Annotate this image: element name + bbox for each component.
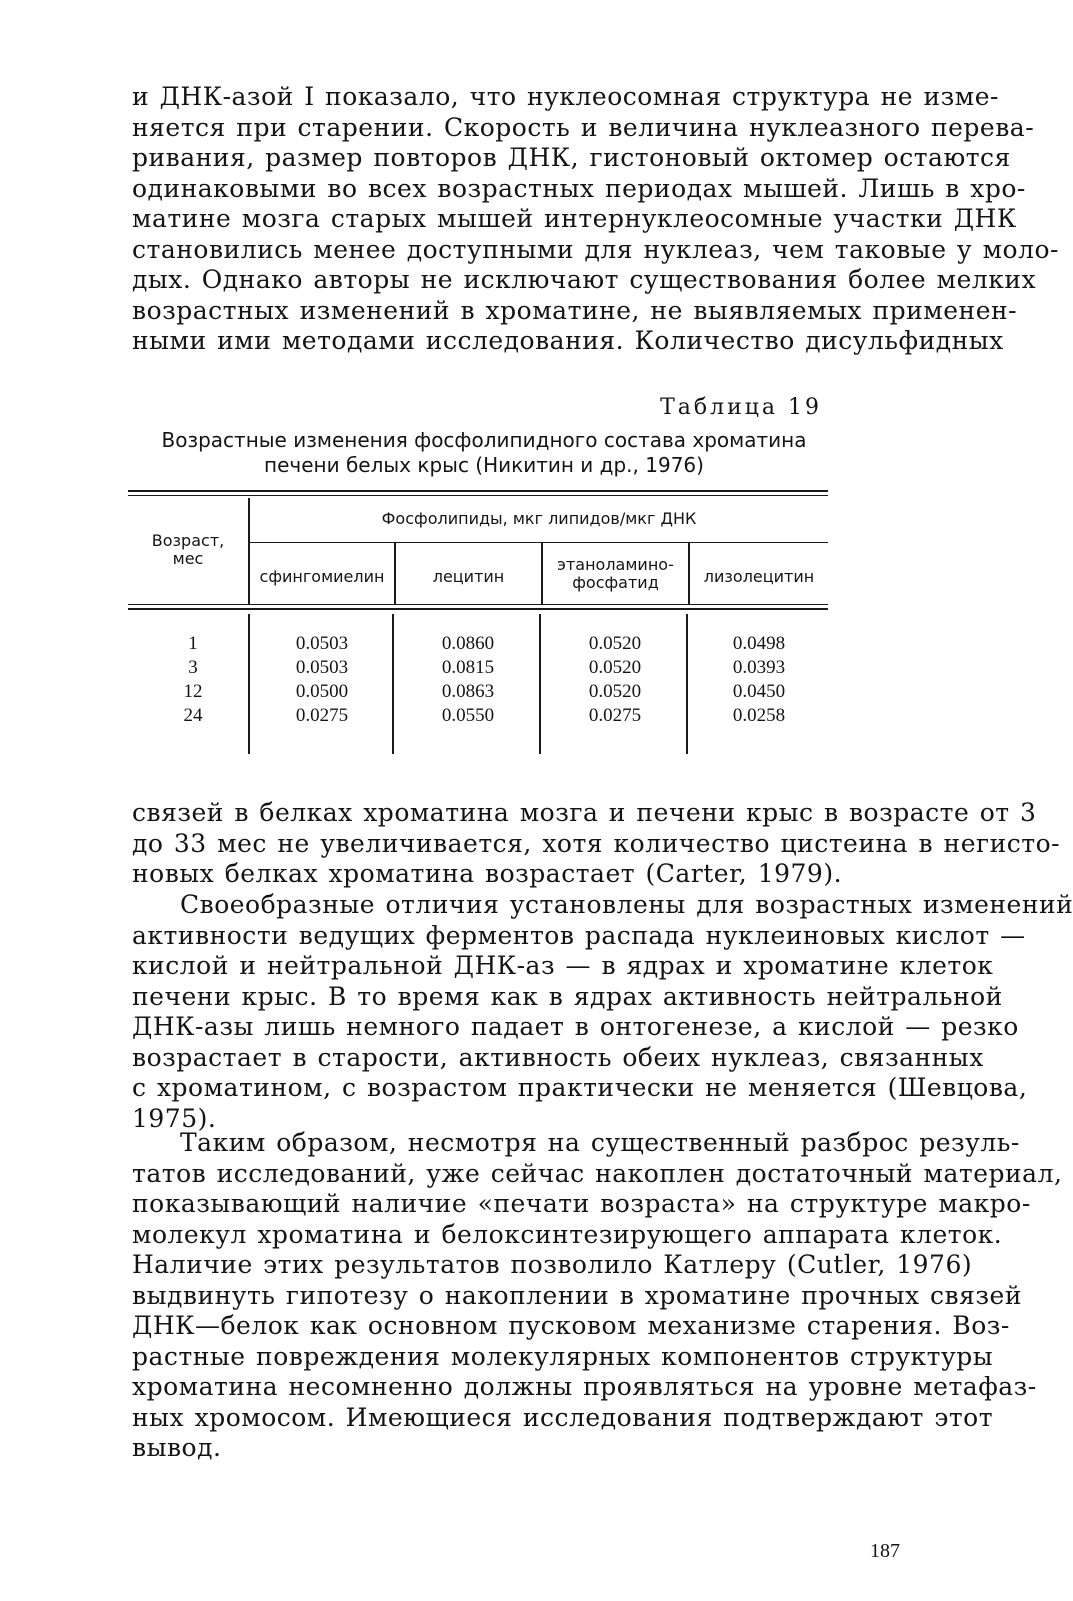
age-header-line: Возраст,: [151, 531, 225, 550]
paragraph-4: [132, 1128, 1063, 1464]
column-header: лизолецитин: [703, 567, 815, 586]
text-line: няется при старении. Скорость и величина нуклеазного перева-: [132, 112, 1035, 142]
top-paragraph: [132, 82, 1059, 357]
table-top-rule: [128, 490, 828, 492]
table-caption-line: Возрастные изменения фосфолипидного состава хроматина: [161, 428, 807, 452]
table-label: Таблица 19: [660, 395, 822, 420]
text-line: возрастает в старости, активность обеих нуклеаз, связанных: [132, 1042, 984, 1072]
header-bottom-rule-thick: [128, 608, 828, 610]
header-bottom-rule: [128, 604, 828, 605]
value-cell: 0.0500: [295, 681, 349, 702]
value-cell: 0.0863: [441, 681, 495, 702]
column-header-line: этаноламино-: [557, 555, 674, 574]
value-cell: 0.0520: [588, 657, 642, 678]
value-cell: 0.0503: [295, 633, 349, 654]
text-line: связей в белках хроматина мозга и печени крыс в возрасте от 3: [132, 798, 1037, 827]
value-cell: 0.0520: [588, 633, 642, 654]
text-line: одинаковыми во всех возрастных периодах мышей. Лишь в хро-: [132, 173, 1026, 203]
text-line: матине мозга старых мышей интернуклеосомные участки ДНК: [132, 204, 1017, 233]
text-line: ными ими методами исследования. Количество дисульфидных: [132, 326, 1004, 355]
phospholipid-table: [128, 490, 828, 755]
value-cell: 0.0393: [732, 657, 786, 678]
value-cell: 0.0450: [732, 681, 786, 702]
column-header: лецитин: [432, 567, 505, 586]
column-header-line: фосфатид: [572, 573, 659, 592]
group-header-rule: [248, 542, 828, 543]
text-line: Своеобразные отличия установлены для возрастных изменений: [180, 890, 1073, 919]
body-vline: [248, 614, 250, 754]
text-line: активности ведущих ферментов распада нуклеиновых кислот —: [132, 920, 1026, 950]
age-header: [128, 532, 248, 568]
text-line: молекул хроматина и белоксинтезирующего аппарата клеток.: [132, 1219, 1003, 1249]
text-line: ДНК—белок как основном пусковом механизме старения. Воз-: [132, 1311, 1010, 1340]
age-cell: 12: [183, 681, 203, 702]
table-caption-line: печени белых крыс (Никитин и др., 1976): [264, 453, 704, 477]
age-cell: 24: [183, 705, 203, 726]
text-line: становились менее доступными для нуклеаз, чем таковые у моло-: [132, 234, 1059, 264]
age-cell: 1: [188, 633, 198, 654]
page-number: 187: [870, 1540, 900, 1562]
group-header: Фосфолипиды, мкг липидов/мкг ДНК: [381, 509, 697, 528]
paragraph-3: [132, 890, 1073, 1134]
text-line: показывающий наличие «печати возраста» на структуре макро-: [132, 1189, 1031, 1218]
text-line: печени крыс. В то время как в ядрах активность нейтральной: [132, 981, 1003, 1011]
value-cell: 0.0815: [441, 657, 495, 678]
age-header-line: мес: [172, 549, 204, 568]
text-line: Таким образом, несмотря на существенный разброс резуль-: [180, 1128, 1020, 1157]
value-cell: 0.0550: [441, 705, 495, 726]
value-cell: 0.0258: [732, 705, 786, 726]
body-vline: [686, 614, 688, 754]
column-header: сфингомиелин: [259, 567, 385, 586]
value-cell: 0.0275: [295, 705, 349, 726]
body-vline: [539, 614, 541, 754]
column-header: [543, 556, 688, 592]
text-line: выдвинуть гипотезу о накоплении в хроматине прочных связей: [132, 1280, 1022, 1310]
body-vline: [392, 614, 394, 754]
text-line: до 33 мес не увеличивается, хотя количество цистеина в негисто-: [132, 828, 1061, 858]
table-caption: [128, 428, 840, 478]
age-cell: 3: [188, 657, 198, 678]
text-line: ривания, размер повторов ДНК, гистоновый октомер остаются: [132, 143, 1011, 172]
table-top-rule-thin: [128, 495, 828, 496]
text-line: ДНК-азы лишь немного падает в онтогенезе, а кислой — резко: [132, 1012, 1019, 1041]
text-line: ных хромосом. Имеющиеся исследования подтверждают этот: [132, 1402, 994, 1432]
text-line: растные повреждения молекулярных компонентов структуры: [132, 1341, 994, 1371]
text-line: Наличие этих результатов позволило Катлеру (Cutler, 1976): [132, 1250, 973, 1279]
paragraph-2: [132, 798, 1061, 890]
value-cell: 0.0860: [441, 633, 495, 654]
text-line: и ДНК-азой I показало, что нуклеосомная структура не изме-: [132, 82, 999, 111]
text-line: новых белках хроматина возрастает (Carter, 1979).: [132, 859, 843, 888]
text-line: кислой и нейтральной ДНК-аз — в ядрах и хроматине клеток: [132, 951, 994, 980]
text-line: хроматина несомненно должны проявляться на уровне метафаз-: [132, 1372, 1037, 1401]
value-cell: 0.0503: [295, 657, 349, 678]
value-cell: 0.0520: [588, 681, 642, 702]
text-line: татов исследований, уже сейчас накоплен достаточный материал,: [132, 1158, 1063, 1188]
text-line: дых. Однако авторы не исключают существования более мелких: [132, 265, 1037, 294]
text-line: с хроматином, с возрастом практически не меняется (Шевцова,: [132, 1073, 1028, 1102]
text-line: 1975).: [132, 1103, 217, 1133]
value-cell: 0.0498: [732, 633, 786, 654]
text-line: вывод.: [132, 1433, 222, 1462]
text-line: возрастных изменений в хроматине, не выявляемых применен-: [132, 295, 1018, 325]
value-cell: 0.0275: [588, 705, 642, 726]
